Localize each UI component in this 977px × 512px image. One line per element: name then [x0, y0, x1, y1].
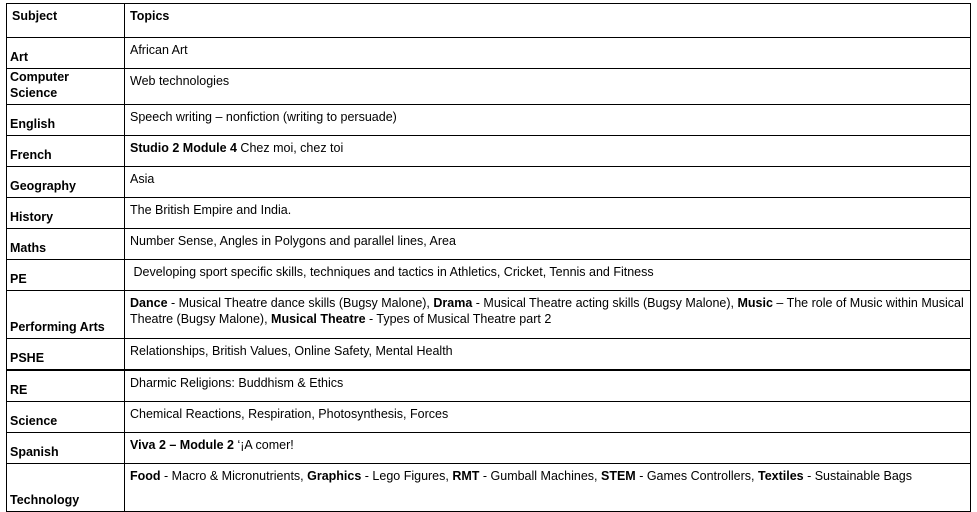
- topic-heading: RMT: [452, 469, 480, 483]
- topic-text: Dharmic Religions: Buddhism & Ethics: [130, 376, 344, 390]
- topic-text: Chemical Reactions, Respiration, Photosynthesis, Forces: [130, 407, 449, 421]
- subject-cell: Spanish: [7, 433, 125, 464]
- topic-cell: [125, 370, 971, 402]
- table-row: [7, 136, 971, 167]
- topic-text: The British Empire and India.: [130, 203, 292, 217]
- subject-cell: Geography: [7, 167, 125, 198]
- subject-cell: Computer Science: [7, 69, 125, 105]
- topic-cell: [125, 229, 971, 260]
- topic-text: ‘¡A comer!: [233, 438, 294, 452]
- subject-cell: PSHE: [7, 339, 125, 371]
- topic-text: - Sustainable Bags: [803, 469, 913, 483]
- topic-text: Chez moi, chez toi: [236, 141, 344, 155]
- topic-text: - Games Controllers,: [635, 469, 758, 483]
- table-row: [7, 38, 971, 69]
- table-row: [7, 402, 971, 433]
- topic-cell: [125, 260, 971, 291]
- topic-text: - Lego Figures,: [361, 469, 453, 483]
- table-row: [7, 105, 971, 136]
- subject-cell: Maths: [7, 229, 125, 260]
- topic-cell: [125, 69, 971, 105]
- topic-text: Developing sport specific skills, techniques and tactics in Athletics, Cricket, Tennis and Fitness: [130, 265, 654, 279]
- topic-heading: Musical Theatre: [271, 312, 366, 326]
- table-row: [7, 370, 971, 402]
- topic-text: Relationships, British Values, Online Safety, Mental Health: [130, 344, 453, 358]
- header-topics: Topics: [125, 4, 971, 38]
- topic-text: – The role of Music within Musical Theatre (Bugsy Malone),: [130, 296, 967, 326]
- topic-text: - Gumball Machines,: [479, 469, 601, 483]
- table-row: [7, 433, 971, 464]
- subject-cell: Performing Arts: [7, 291, 125, 339]
- topic-cell: [125, 433, 971, 464]
- topic-heading: Textiles: [757, 469, 804, 483]
- subject-cell: PE: [7, 260, 125, 291]
- topic-text: Speech writing – nonfiction (writing to persuade): [130, 110, 397, 124]
- table-row: [7, 229, 971, 260]
- topic-text: African Art: [130, 43, 188, 57]
- subject-cell: RE: [7, 370, 125, 402]
- topic-cell: [125, 198, 971, 229]
- topic-text: Web technologies: [130, 74, 230, 88]
- topic-cell: [125, 167, 971, 198]
- table-row: [7, 167, 971, 198]
- subject-cell: French: [7, 136, 125, 167]
- topic-heading: Food: [130, 469, 161, 483]
- topic-heading: Studio 2 Module 4: [130, 141, 237, 155]
- table-body: [7, 38, 971, 512]
- topic-cell: [125, 402, 971, 433]
- topic-heading: Music: [737, 296, 773, 310]
- header-subject: Subject: [7, 4, 125, 38]
- topic-heading: Drama: [433, 296, 473, 310]
- topic-text: - Musical Theatre dance skills (Bugsy Malone),: [167, 296, 434, 310]
- header-row: [7, 4, 971, 38]
- table-row: [7, 291, 971, 339]
- subject-cell: Art: [7, 38, 125, 69]
- table-row: [7, 198, 971, 229]
- topic-text: - Types of Musical Theatre part 2: [365, 312, 552, 326]
- table-row: [7, 339, 971, 371]
- subject-cell: History: [7, 198, 125, 229]
- topic-text: - Musical Theatre acting skills (Bugsy Malone),: [472, 296, 738, 310]
- subject-cell: English: [7, 105, 125, 136]
- topic-cell: [125, 38, 971, 69]
- topic-text: Number Sense, Angles in Polygons and parallel lines, Area: [130, 234, 456, 248]
- topics-table: [6, 3, 971, 512]
- topic-heading: Viva 2 – Module 2: [130, 438, 234, 452]
- topic-heading: Dance: [130, 296, 168, 310]
- topic-cell: [125, 291, 971, 339]
- topic-text: - Macro & Micronutrients,: [160, 469, 308, 483]
- topic-text: Asia: [130, 172, 155, 186]
- table-row: [7, 260, 971, 291]
- subject-cell: Technology: [7, 464, 125, 512]
- topic-heading: Graphics: [307, 469, 362, 483]
- topic-cell: [125, 136, 971, 167]
- topic-heading: STEM: [600, 469, 636, 483]
- table-row: [7, 69, 971, 105]
- topic-cell: [125, 339, 971, 371]
- subject-cell: Science: [7, 402, 125, 433]
- topic-cell: [125, 105, 971, 136]
